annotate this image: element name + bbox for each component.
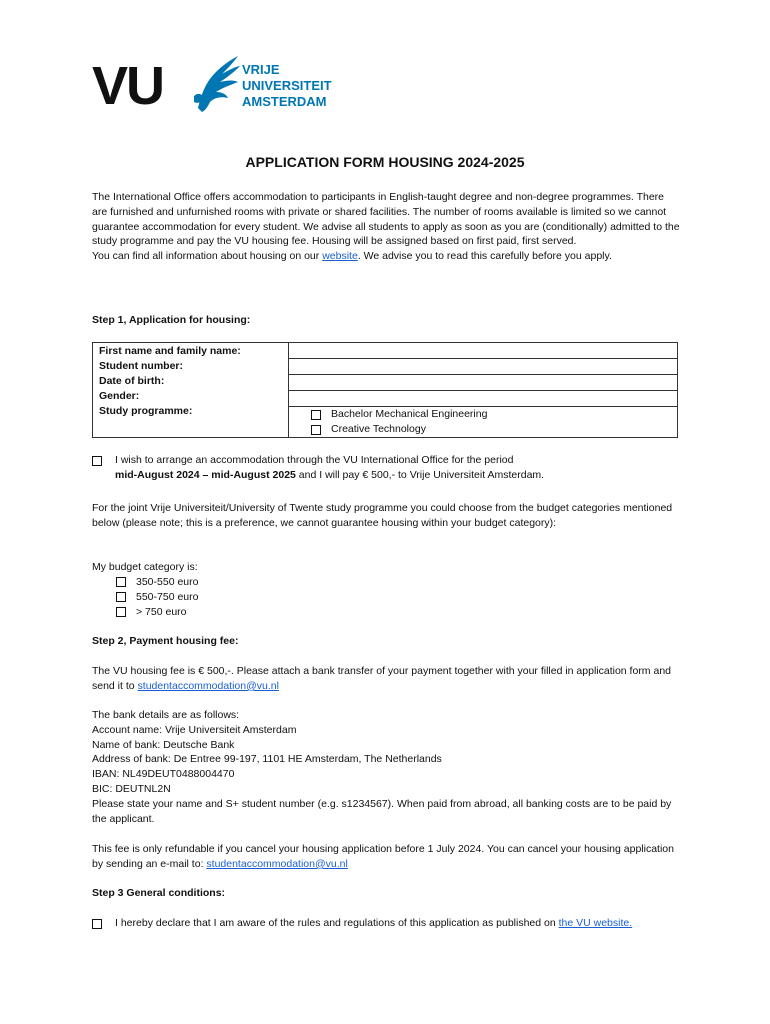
arrange-line-1: I wish to arrange an accommodation through the VU International Office for the period: [115, 454, 514, 466]
intro-p2-post: . We advise you to read this carefully before you apply.: [357, 250, 612, 263]
declaration-text: [115, 916, 675, 931]
step2-heading: Step 2, Payment housing fee:: [92, 635, 239, 647]
refund-text: [92, 842, 682, 872]
refund-email-link[interactable]: studentaccommodation@vu.nl: [206, 857, 348, 870]
input-student-number[interactable]: [289, 359, 677, 375]
declaration-body: I hereby declare that I am aware of the rules and regulations of this application as published on: [115, 917, 559, 929]
email-link[interactable]: studentaccommodation@vu.nl: [137, 679, 279, 692]
arrange-accommodation-row: [92, 453, 682, 485]
bank-address: Address of bank: De Entree 99-197, 1101 HE Amsterdam, The Netherlands: [92, 753, 442, 766]
programme-option-label: Bachelor Mechanical Engineering: [331, 408, 488, 420]
bank-name: Name of bank: Deutsche Bank: [92, 738, 235, 751]
field-labels: [93, 343, 289, 438]
checkbox-icon[interactable]: [116, 607, 126, 617]
budget-option-label: 550-750 euro: [136, 590, 199, 603]
label-student-number: Student number:: [99, 360, 183, 372]
label-dob: Date of birth:: [99, 375, 165, 387]
programme-option-1[interactable]: [289, 407, 677, 422]
programme-option-2[interactable]: [289, 422, 677, 437]
label-programme: Study programme:: [99, 405, 193, 417]
logo-line-1: VRIJE: [242, 62, 280, 77]
checkbox-icon[interactable]: [311, 410, 321, 420]
arrange-line-2: [115, 468, 675, 483]
joint-programme-text: For the joint Vrije Universiteit/University of Twente study programme you could choose from the budget categories mentioned below (please note; this is a preference, we cannot guarantee housing within your budget category):: [92, 502, 673, 529]
label-name: First name and family name:: [99, 345, 241, 357]
bic: BIC: DEUTNL2N: [92, 782, 171, 795]
budget-option-1[interactable]: [116, 574, 198, 589]
arrange-post: and I will pay € 500,- to Vrije Universiteit Amsterdam.: [295, 468, 545, 481]
label-gender: Gender:: [99, 390, 140, 402]
intro-paragraph-2: [92, 249, 682, 264]
arrange-period: mid-August 2024 – mid-August 2025: [115, 468, 296, 481]
field-values: [289, 343, 678, 438]
bank-intro: The bank details are as follows:: [92, 709, 240, 721]
checkbox-icon[interactable]: [92, 919, 102, 929]
declaration-row: [92, 916, 682, 948]
applicant-details-table: [92, 342, 678, 438]
state-text: Please state your name and S+ student number (e.g. s1234567). When paid from abroad, all banking costs are to be paid by the applicant.: [92, 797, 672, 825]
step3-heading: Step 3 General conditions:: [92, 887, 226, 899]
logo-letters: VU: [92, 56, 164, 116]
intro-paragraph-1: The International Office offers accommodation to participants in English-taught degree and non-degree programmes. There are furnished and unfurnished rooms with private or shared facilities. The number of rooms available is limited so we cannot guarantee accommodation for every student. We advise all students to apply as soon as you are (conditionally) admitted to the study programme and pay the VU housing fee. Housing will be assigned based on first paid, first served.: [92, 191, 680, 248]
fee-text-body: The VU housing fee is € 500,-. Please attach a bank transfer of your payment together with your filled in application form and send it to: [92, 665, 671, 692]
iban: IBAN: NL49DEUT0488004470: [92, 768, 235, 781]
step1-heading: Step 1, Application for housing:: [92, 314, 251, 326]
checkbox-icon[interactable]: [116, 592, 126, 602]
account-name: Account name: Vrije Universiteit Amsterdam: [92, 723, 297, 736]
logo-line-2: UNIVERSITEIT: [242, 78, 332, 93]
budget-option-3[interactable]: [116, 604, 198, 619]
arrange-text: [115, 453, 675, 483]
input-name[interactable]: [289, 343, 677, 359]
fee-text: [92, 664, 682, 694]
intro-text: [92, 190, 682, 264]
page-title: APPLICATION FORM HOUSING 2024-2025: [245, 154, 525, 170]
programme-option-label: Creative Technology: [331, 423, 426, 435]
vu-website-link[interactable]: the VU website.: [558, 917, 633, 929]
refund-text-body: This fee is only refundable if you cancel your housing application before 1 July 2024. You can cancel your housing application by sending an e-mail to:: [92, 843, 674, 870]
logo-line-3: AMSTERDAM: [242, 94, 327, 109]
budget-option-2[interactable]: [116, 589, 198, 604]
checkbox-icon[interactable]: [116, 577, 126, 587]
checkbox-icon[interactable]: [92, 456, 102, 466]
griffin-icon: [192, 52, 242, 114]
website-link[interactable]: website: [322, 250, 358, 263]
checkbox-icon[interactable]: [311, 425, 321, 435]
budget-option-label: 350-550 euro: [136, 575, 199, 588]
logo-wordmark: [242, 62, 332, 110]
vu-logo: [92, 52, 352, 116]
budget-option-label: > 750 euro: [136, 605, 187, 618]
input-gender[interactable]: [289, 391, 677, 407]
intro-p2-pre: You can find all information about housing on our: [92, 250, 323, 263]
budget-label: My budget category is:: [92, 561, 198, 573]
input-dob[interactable]: [289, 375, 677, 391]
budget-options: [116, 574, 198, 619]
bank-details: [92, 708, 682, 826]
